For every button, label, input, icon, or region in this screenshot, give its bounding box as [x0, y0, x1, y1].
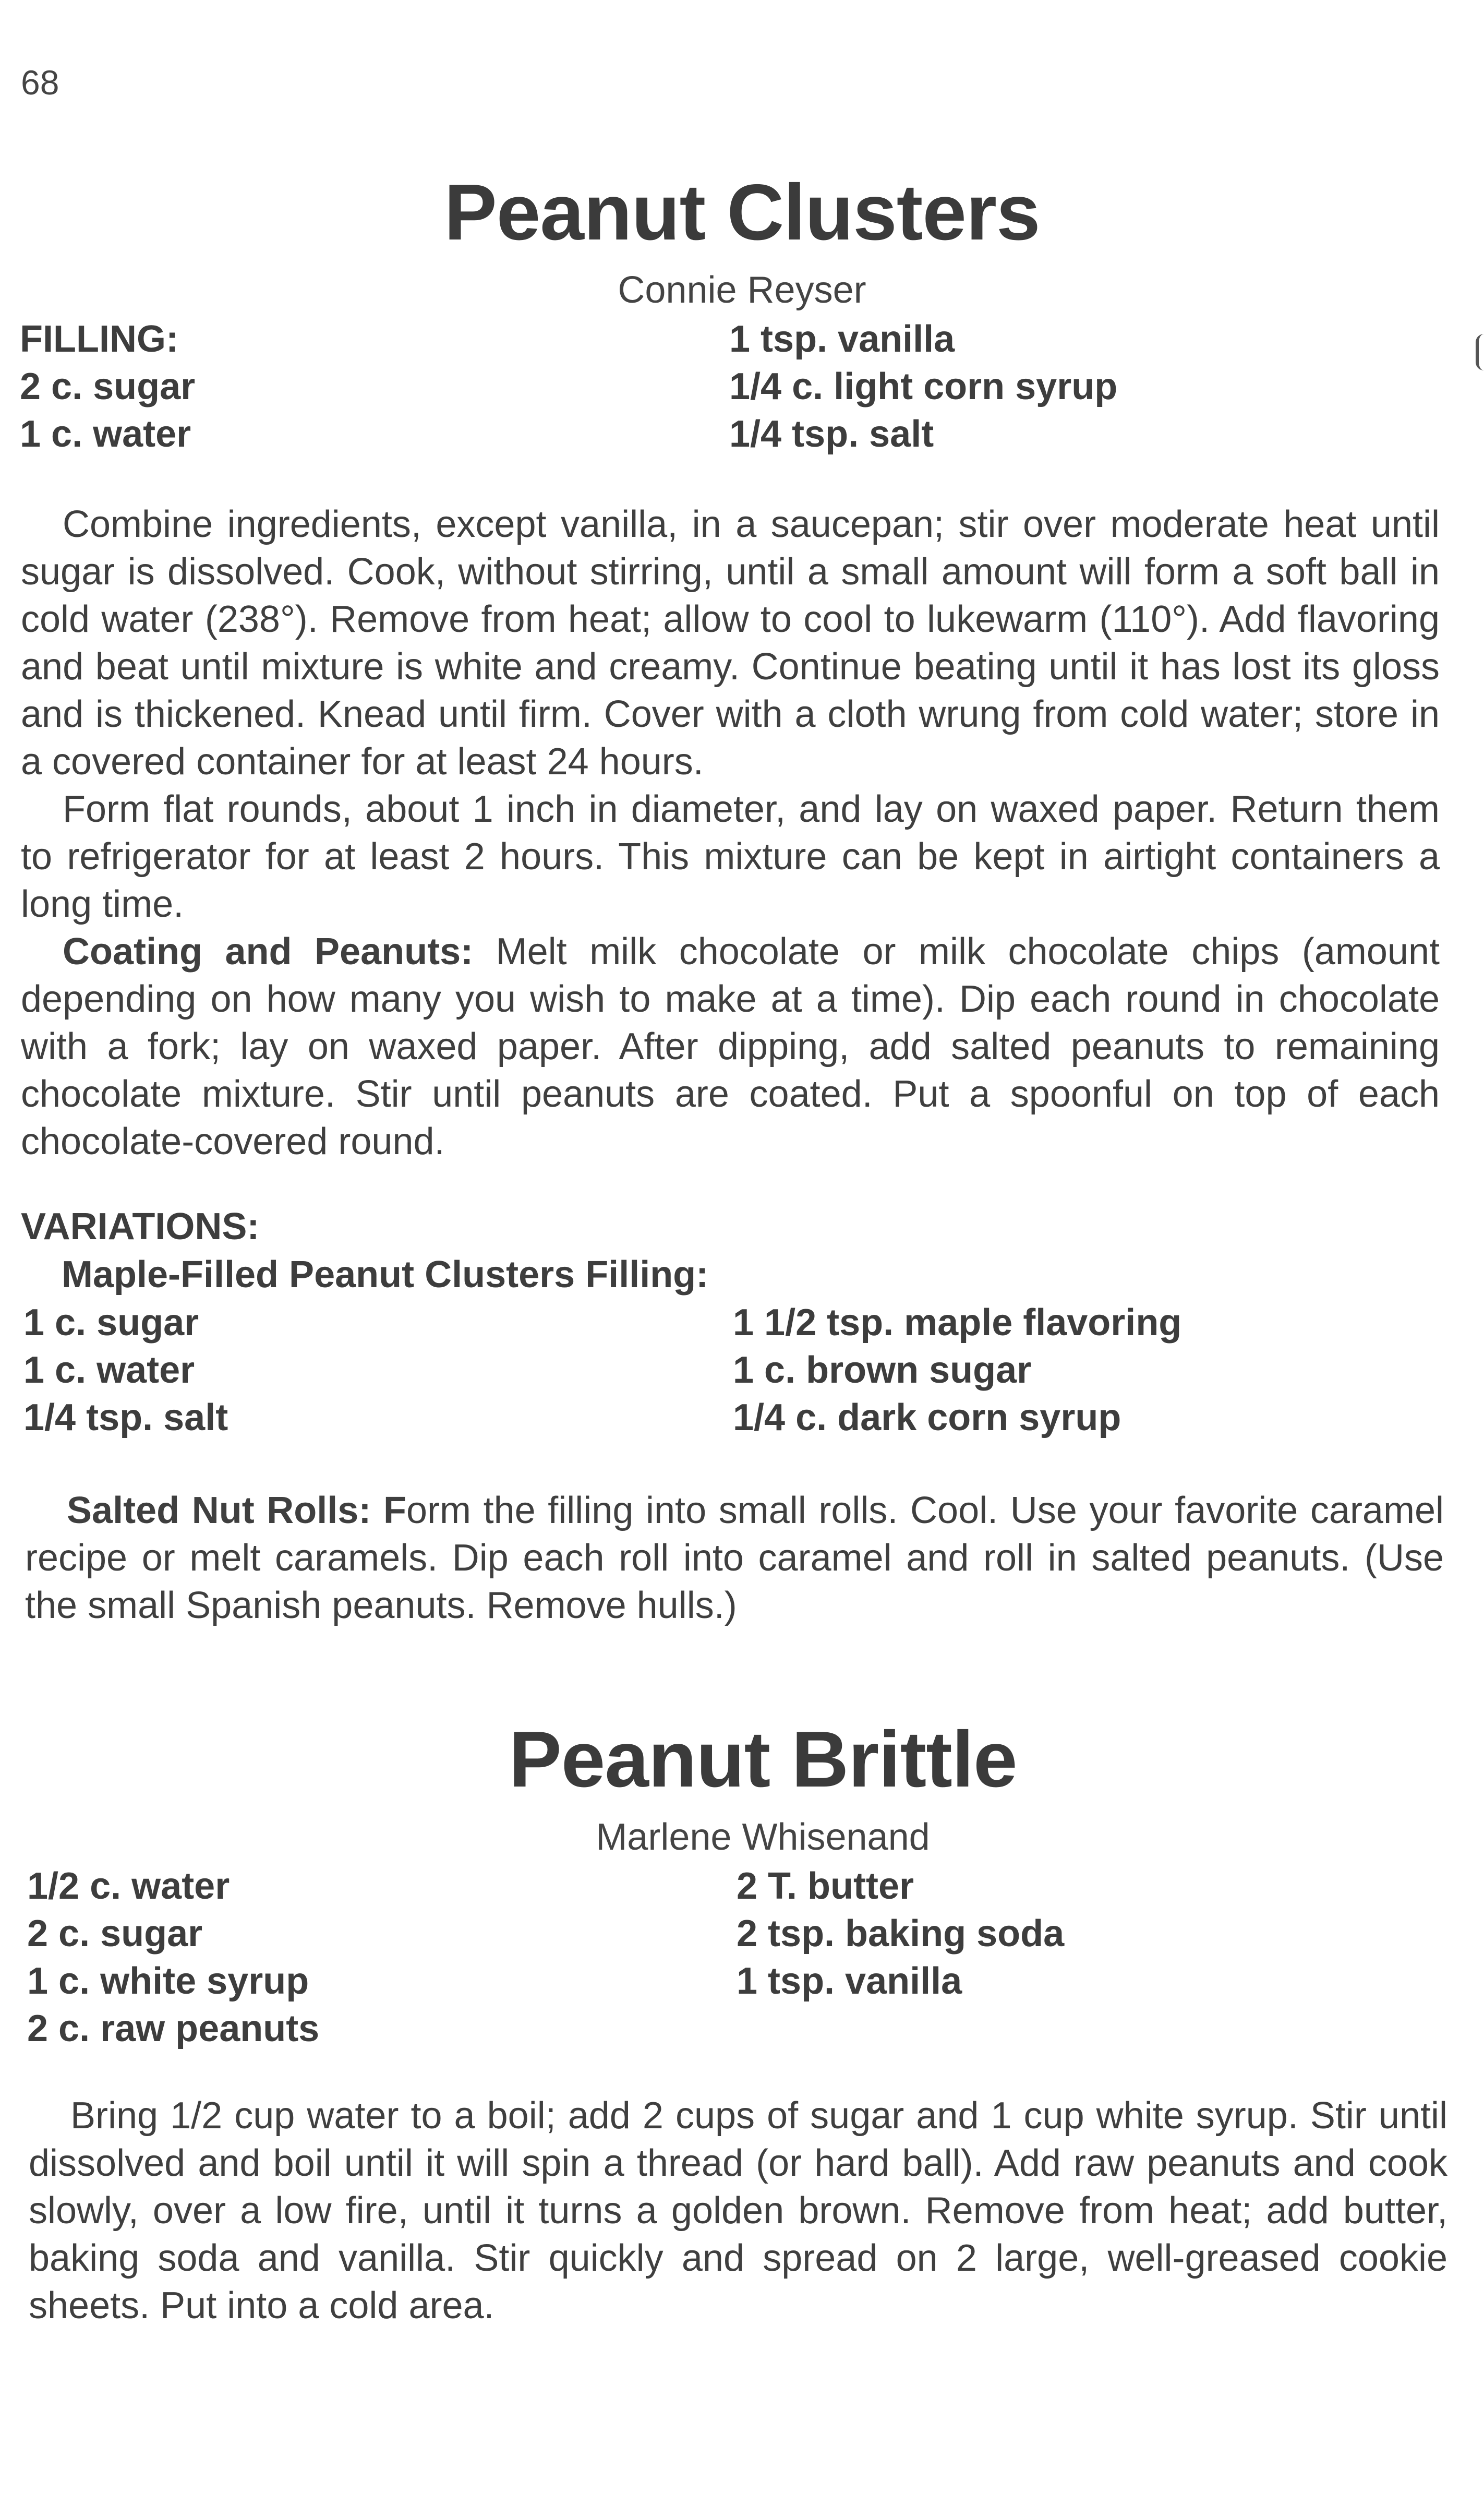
directions-paragraph-coating — [21, 928, 1440, 1166]
recipe-title-peanut-brittle: Peanut Brittle — [509, 1715, 1017, 1804]
ingredient-list-peanut-clusters — [20, 316, 1470, 458]
ingredient-item: 2 T. butter — [737, 1865, 914, 1907]
ingredient-item: 1 c. water — [20, 413, 191, 455]
page-number: 68 — [21, 63, 59, 102]
coating-text: Melt milk chocolate or milk chocolate chips (amount depending on how many you wish to make at a time). Dip each round in chocolate with a fork; lay on waxed paper. After dipping, add salted peanuts to remaining chocolate mixture. Stir until peanuts are coated. Put a spoonful on top of each chocolate-covered round. — [21, 931, 1440, 1162]
ingredient-item: 2 c. sugar — [27, 1913, 203, 1955]
salted-nut-rolls-body: orm the filling into small rolls. Cool. Use your favorite caramel recipe or melt caramels. Dip each roll into caramel and roll in salted peanuts. (Use the small Spanish peanuts. Remove hulls.) — [25, 1490, 1444, 1626]
ingredient-item: 1 1/2 tsp. maple flavoring — [733, 1302, 1182, 1344]
ingredient-item: 1 c. water — [23, 1349, 195, 1391]
ingredient-item: 1/4 tsp. salt — [729, 413, 934, 455]
ingredient-item: 2 c. sugar — [20, 366, 196, 407]
ingredient-column-left — [23, 1299, 733, 1442]
ingredient-item: 1/4 tsp. salt — [23, 1397, 228, 1439]
ingredient-item: 1 c. white syrup — [27, 1960, 309, 2002]
ingredient-item: 2 c. raw peanuts — [27, 2008, 320, 2049]
ingredient-column-left — [20, 316, 729, 458]
ingredient-item: 1 tsp. vanilla — [729, 318, 955, 360]
ingredient-item: 1 tsp. vanilla — [737, 1960, 962, 2002]
ingredient-list-maple-variation — [23, 1299, 1474, 1442]
ingredient-item: 1/2 c. water — [27, 1865, 230, 1907]
salted-nut-rolls-text — [25, 1487, 1444, 1629]
ingredient-item: 1 c. sugar — [23, 1302, 199, 1344]
ingredient-list-peanut-brittle — [27, 1863, 1477, 2053]
directions-peanut-clusters — [21, 501, 1440, 1166]
directions-paragraph: Bring 1/2 cup water to a boil; add 2 cups of sugar and 1 cup white syrup. Stir until dissolved and boil until it will spin a thread (or hard ball). Add raw peanuts and cook slowly, over a low fire, until it turns a golden brown. Remove from heat; add butter, baking soda and vanilla. Stir quickly and spread on 2 large, well-greased cookie sheets. Put into a cold area. — [29, 2095, 1447, 2327]
maple-filling-label: Maple-Filled Peanut Clusters Filling: — [62, 1254, 709, 1296]
filling-label: FILLING: — [20, 318, 178, 360]
directions-paragraph: Combine ingredients, except vanilla, in a saucepan; stir over moderate heat until sugar is dissolved. Cook, without stirring, until a small amount will form a soft ball in cold water (238°). Remove from heat; allow to cool to lukewarm (110°). Add flavoring and beat until mixture is white and creamy. Continue beating until it has lost its gloss and is thickened. Knead until firm. Cover with a cloth wrung from cold water; store in a covered container for at least 24 hours. — [21, 504, 1440, 783]
ingredient-item: 1 c. brown sugar — [733, 1349, 1032, 1391]
recipe-title-peanut-clusters: Peanut Clusters — [444, 168, 1040, 257]
ingredient-column-right — [733, 1299, 1463, 1442]
recipe-author-peanut-clusters: Connie Reyser — [618, 269, 866, 311]
coating-heading: Coating and Peanuts: — [63, 931, 474, 973]
page-edge-mark — [1476, 334, 1484, 370]
salted-nut-rolls-heading: Salted Nut Rolls: F — [67, 1490, 406, 1531]
ingredient-item: 1/4 c. light corn syrup — [729, 366, 1118, 407]
directions-paragraph: Form flat rounds, about 1 inch in diameter, and lay on waxed paper. Return them to refrigerator for at least 2 hours. This mixture can be kept in airtight containers a long time. — [21, 788, 1440, 925]
directions-paragraph-rolls — [25, 1487, 1444, 1629]
variations-label: VARIATIONS: — [21, 1206, 260, 1248]
directions-peanut-brittle — [29, 2092, 1447, 2330]
ingredient-item: 2 tsp. baking soda — [737, 1913, 1065, 1955]
ingredient-column-left — [27, 1863, 737, 2053]
ingredient-column-right — [729, 316, 1459, 458]
recipe-author-peanut-brittle: Marlene Whisenand — [596, 1816, 930, 1858]
ingredient-item: 1/4 c. dark corn syrup — [733, 1397, 1121, 1439]
ingredient-column-right — [737, 1863, 1467, 2053]
